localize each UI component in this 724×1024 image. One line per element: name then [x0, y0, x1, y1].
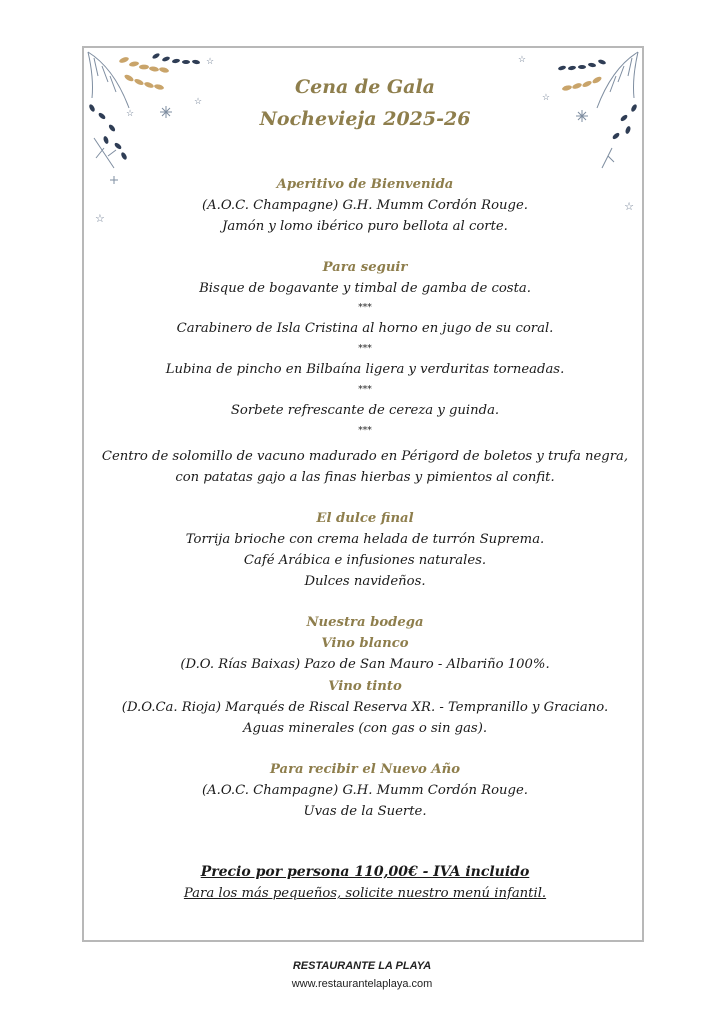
- star-icon: ☆: [95, 212, 105, 225]
- svg-text:☆: ☆: [517, 55, 526, 65]
- menu-item: Torrija brioche con crema helada de turrón Suprema.: [185, 532, 545, 547]
- menu-item: con patatas gajo a las finas hierbas y pimientos al confit.: [175, 470, 555, 485]
- separator: ***: [358, 303, 372, 313]
- section-heading-dulce: El dulce final: [316, 511, 414, 526]
- separator: ***: [358, 344, 372, 354]
- subheading-vino-tinto: Vino tinto: [328, 679, 402, 694]
- section-heading-nuevo-ano: Para recibir el Nuevo Año: [269, 762, 461, 777]
- restaurant-name: RESTAURANTE LA PLAYA: [292, 960, 432, 972]
- menu-subtitle: Nochevieja 2025-26: [259, 108, 471, 130]
- menu-item: Café Arábica e infusiones naturales.: [243, 553, 487, 568]
- star-icon: ☆: [624, 200, 634, 213]
- menu-item: Lubina de pincho en Bilbaína ligera y verduritas torneadas.: [165, 362, 565, 377]
- menu-item: Dulces navideños.: [304, 574, 426, 589]
- section-heading-bodega: Nuestra bodega: [306, 615, 424, 630]
- menu-item: Bisque de bogavante y timbal de gamba de costa.: [199, 281, 531, 296]
- menu-item: Sorbete refrescante de cereza y guinda.: [230, 403, 500, 418]
- menu-item: Aguas minerales (con gas o sin gas).: [242, 721, 488, 736]
- svg-text:☆: ☆: [206, 57, 214, 67]
- section-heading-seguir: Para seguir: [322, 260, 408, 275]
- separator: ***: [358, 426, 372, 436]
- separator: ***: [358, 385, 372, 395]
- menu-item: Carabinero de Isla Cristina al horno en jugo de su coral.: [176, 321, 554, 336]
- section-heading-aperitivo: Aperitivo de Bienvenida: [276, 177, 454, 192]
- price-line: Precio por persona 110,00€ - IVA incluido: [200, 864, 530, 880]
- svg-text:☆: ☆: [541, 93, 550, 103]
- website-link[interactable]: www.restaurantelaplaya.com: [291, 978, 433, 990]
- kids-menu-note: Para los más pequeños, solicite nuestro menú infantil.: [183, 886, 547, 901]
- menu-item: (D.O.Ca. Rioja) Marqués de Riscal Reserva XR. - Tempranillo y Graciano.: [121, 700, 609, 715]
- menu-item: Centro de solomillo de vacuno madurado en Périgord de boletos y trufa negra,: [101, 449, 629, 464]
- subheading-vino-blanco: Vino blanco: [321, 636, 409, 651]
- svg-text:☆: ☆: [126, 109, 135, 119]
- menu-item: Uvas de la Suerte.: [303, 804, 427, 819]
- menu-item: Jamón y lomo ibérico puro bellota al corte.: [222, 219, 508, 234]
- menu-title: Cena de Gala: [294, 76, 435, 98]
- menu-item: (A.O.C. Champagne) G.H. Mumm Cordón Rouge.: [202, 783, 528, 798]
- menu-item: (A.O.C. Champagne) G.H. Mumm Cordón Rouge.: [202, 198, 528, 213]
- svg-text:☆: ☆: [194, 97, 203, 107]
- menu-item: (D.O. Rías Baixas) Pazo de San Mauro - Albariño 100%.: [180, 657, 550, 672]
